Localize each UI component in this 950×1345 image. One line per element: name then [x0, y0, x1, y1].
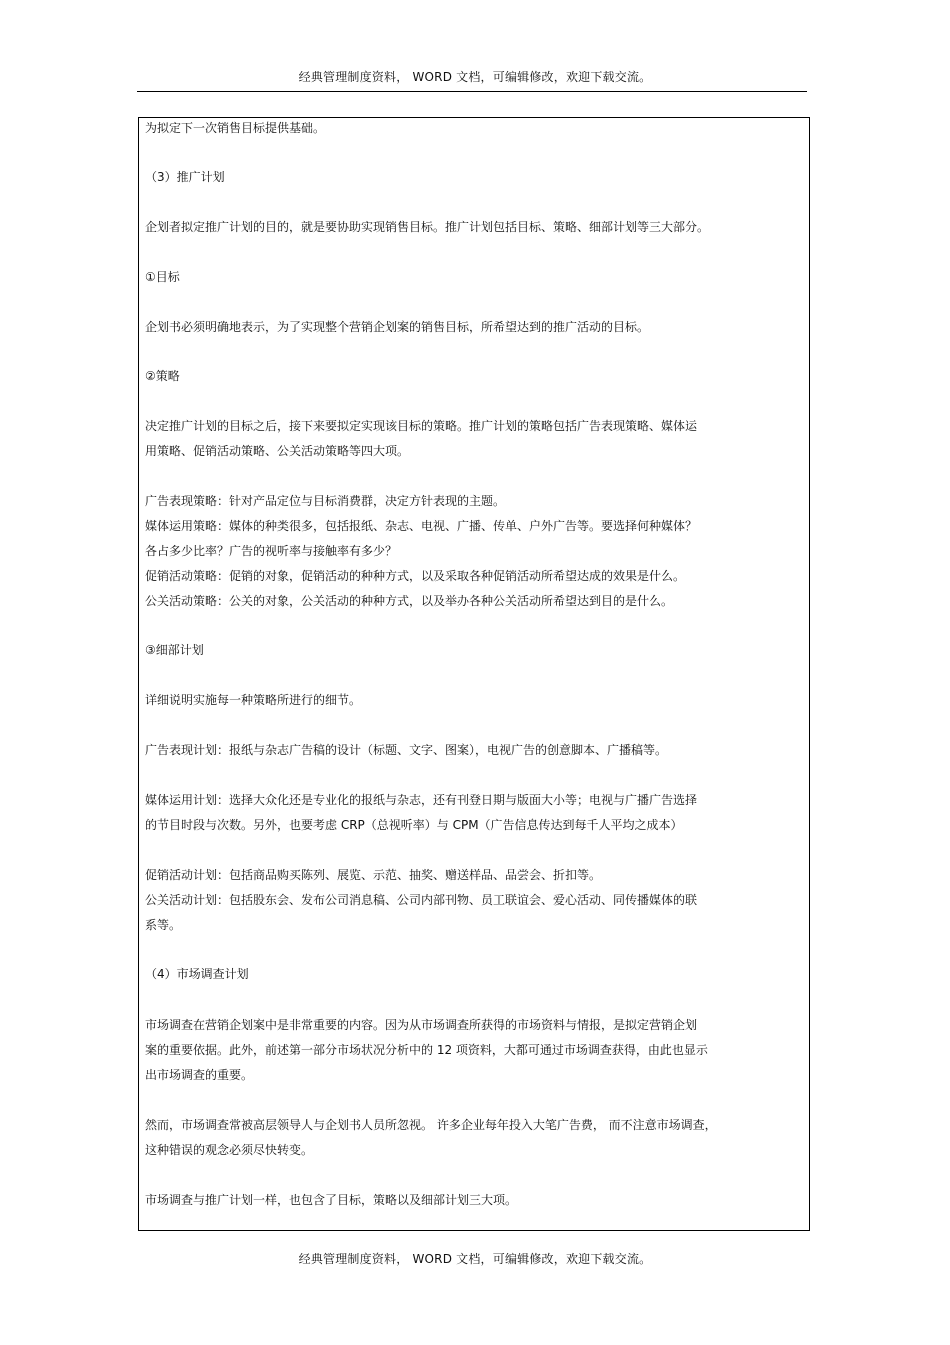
text-line: 案的重要依据。此外，前述第一部分市场状况分析中的 12 项资料，大都可通过市场调查获得，由此也显示: [145, 1043, 708, 1057]
page-header: 经典管理制度资料， WORD 文档，可编辑修改，欢迎下载交流。: [298, 70, 652, 84]
text-line: 市场调查在营销企划案中是非常重要的内容。因为从市场调查所获得的市场资料与情报，是拟定营销企划: [145, 1018, 698, 1032]
text-line: 市场调查与推广计划一样，也包含了目标，策略以及细部计划三大项。: [145, 1193, 518, 1207]
text-line: 广告表现策略：针对产品定位与目标消费群，决定方针表现的主题。: [145, 494, 506, 508]
text-line: 这种错误的观念必须尽快转变。: [145, 1143, 314, 1157]
text-line: 系等。: [145, 918, 182, 932]
text-line: 为拟定下一次销售目标提供基础。: [145, 121, 326, 135]
text-line: 企划书必须明确地表示，为了实现整个营销企划案的销售目标，所希望达到的推广活动的目标。: [145, 320, 650, 334]
text-line: 用策略、促销活动策略、公关活动策略等四大项。: [145, 444, 410, 458]
content-frame: [138, 117, 810, 1231]
text-line: 各占多少比率？广告的视听率与接触率有多少？: [145, 544, 398, 558]
text-line: 媒体运用策略：媒体的种类很多，包括报纸、杂志、电视、广播、传单、户外广告等。要选择何种媒体？: [145, 519, 698, 533]
text-line: 详细说明实施每一种策略所进行的细节。: [145, 693, 362, 707]
text-line: 然而，市场调查常被高层领导人与企划书人员所忽视。 许多企业每年投入大笔广告费， 而不注意市场调查，: [145, 1118, 717, 1132]
subsection-heading: ③细部计划: [145, 643, 204, 657]
text-line: 公关活动计划：包括股东会、发布公司消息稿、公司内部刊物、员工联谊会、爱心活动、同传播媒体的联: [145, 893, 698, 907]
text-line: 促销活动计划：包括商品购买陈列、展览、示范、抽奖、赠送样品、品尝会、折扣等。: [145, 868, 602, 882]
text-line: 广告表现计划：报纸与杂志广告稿的设计（标题、文字、图案），电视广告的创意脚本、广播稿等。: [145, 743, 668, 757]
text-line: 企划者拟定推广计划的目的，就是要协助实现销售目标。推广计划包括目标、策略、细部计划等三大部分。: [145, 220, 710, 234]
header-divider: [137, 91, 807, 92]
text-line: 公关活动策略：公关的对象，公关活动的种种方式，以及举办各种公关活动所希望达到目的是什么。: [145, 594, 674, 608]
page-footer: 经典管理制度资料， WORD 文档，可编辑修改，欢迎下载交流。: [298, 1252, 652, 1266]
text-line: 决定推广计划的目标之后，接下来要拟定实现该目标的策略。推广计划的策略包括广告表现策略、媒体运: [145, 419, 698, 433]
text-line: 媒体运用计划：选择大众化还是专业化的报纸与杂志，还有刊登日期与版面大小等；电视与广播广告选择: [145, 793, 698, 807]
subsection-heading: ②策略: [145, 369, 180, 383]
text-line: 的节目时段与次数。另外，也要考虑 CRP（总视听率）与 CPM（广告信息传达到每千人平均之成本）: [145, 818, 683, 832]
text-line: 促销活动策略：促销的对象，促销活动的种种方式，以及采取各种促销活动所希望达成的效果是什么。: [145, 569, 686, 583]
section-heading: （3）推广计划: [145, 170, 225, 184]
subsection-heading: ①目标: [145, 270, 180, 284]
section-heading: （4）市场调查计划: [145, 967, 249, 981]
text-line: 出市场调查的重要。: [145, 1068, 254, 1082]
